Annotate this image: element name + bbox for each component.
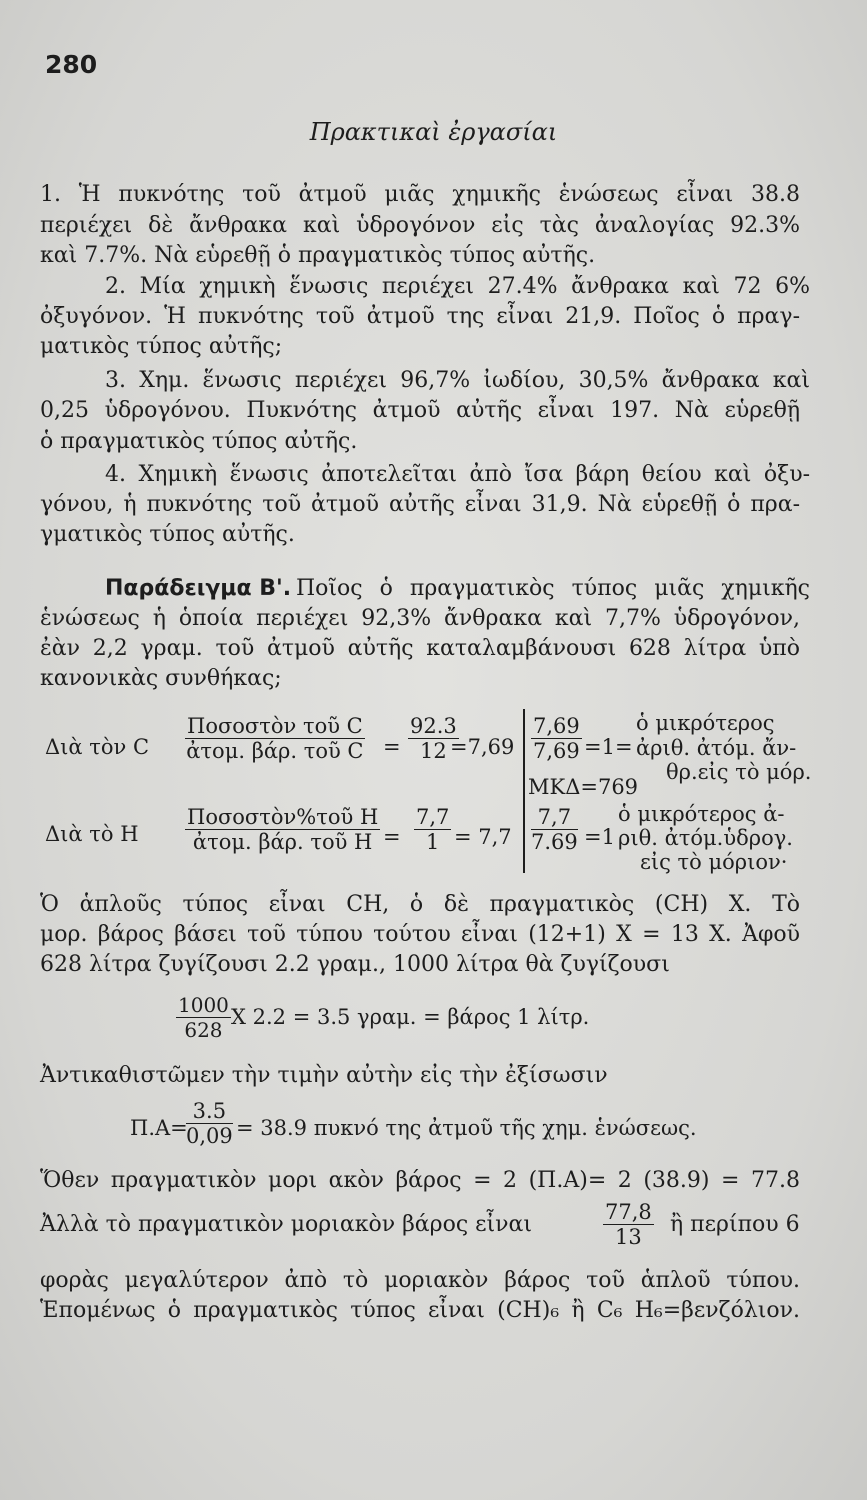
calc-h-note: ριθ. ἀτόμ.ὑδρογ. [618,826,793,850]
fraction-numerator: 77,8 [605,1200,652,1224]
text-line: Ὅθεν πραγματικὸν μορι ακὸν βάρος = 2 (Π.Α)= 2 (38.9) = 77.8 [40,1168,800,1193]
calc-c-result: =7,69 [450,735,515,759]
table-divider [523,709,525,873]
text-line: μορ. βάρος βάσει τοῦ τύπου τούτου εἶναι (12+1) X = 13 X. Ἀφοῦ [40,922,800,947]
fraction-denominator: 0,09 [186,1124,233,1148]
calc-c-note: ἀριθ. ἀτόμ. ἄν- [636,736,797,760]
fraction-denominator: 7.69 [531,830,578,854]
equals-sign: = [383,735,401,759]
fraction-denominator: ἀτομ. βάρ. τοῦ C [186,739,364,763]
text-line: 4. Χημικὴ ἕνωσις ἀποτελεῖται ἀπὸ ἴσα βάρη θείου καὶ ὀξυ- [105,462,810,487]
calc-h-ratio-result: =1 [584,825,615,849]
text-line: γόνου, ἡ πυκνότης τοῦ ἀτμοῦ αὐτῆς εἶναι 31,9. Νὰ εὑρεθῇ ὁ πρα- [40,492,800,517]
fraction-numerator: Ποσοστὸν τοῦ C [187,714,363,738]
fraction-numerator: 3.5 [186,1099,233,1124]
text-line: Ἀντικαθιστῶμεν τὴν τιμὴν αὐτὴν εἰς τὴν ἐξίσωσιν [40,1063,608,1088]
text-line: γματικὸς τύπος αὐτῆς. [40,522,295,547]
text-line: 1. Ἡ πυκνότης τοῦ ἀτμοῦ μιᾶς χημικῆς ἑνώσεως εἶναι 38.8 [40,182,800,207]
fraction-numerator: 92.3 [410,714,457,738]
mkd-label: ΜΚΔ=769 [528,775,639,799]
fraction-numerator: 7,7 [531,805,578,830]
text-line: 2. Μία χημικὴ ἕνωσις περιέχει 27.4% ἄνθρακα καὶ 72 6% [105,274,810,299]
text-line: 628 λίτρα ζυγίζουσι 2.2 γραμ., 1000 λίτρα θὰ ζυγίζουσι [40,952,670,977]
fraction-denominator: 12 [420,739,447,763]
calc-c-label: Διὰ τὸν C [45,735,150,759]
text-line: καὶ 7.7%. Νὰ εὑρεθῇ ὁ πραγματικὸς τύπος αὐτῆς. [40,243,596,268]
calc-h-value-fraction [414,805,451,854]
text-line: ὀξυγόνον. Ἡ πυκνότης τοῦ ἀτμοῦ της εἶναι 21,9. Ποῖος ὁ πραγ- [40,304,800,329]
text-line: ματικὸς τύπος αὐτῆς; [40,334,283,359]
calc-h-label: Διὰ τὸ H [45,822,139,846]
calc-h-note: εἰς τὸ μόριον· [640,850,788,874]
fraction-denominator: 628 [184,1018,223,1042]
eq2-rest: = 38.9 πυκνό της ἀτμοῦ τῆς χημ. ἑνώσεως. [236,1116,697,1140]
eq3-post: ἢ περίπου 6 [670,1212,800,1237]
eq2-prefix: Π.Α= [130,1116,188,1140]
text-line: Ἑπομένως ὁ πραγματικὸς τύπος εἶναι (CH)₆ ἢ C₆ H₆=βενζόλιον. [40,1298,800,1323]
calc-h-note: ὁ μικρότερος ἀ- [618,802,785,826]
text-line: ὁ πραγματικὸς τύπος αὐτῆς. [40,429,358,454]
eq2-fraction [186,1099,233,1148]
calc-h-ratio [531,805,578,854]
text-line: Ὁ ἁπλοῦς τύπος εἶναι CH, ὁ δὲ πραγματικὸς (CH) X. Τὸ [40,892,800,917]
eq1-rest: X 2.2 = 3.5 γραμ. = βάρος 1 λίτρ. [231,1005,590,1029]
fraction-numerator: 7,69 [533,714,580,738]
fraction-denominator: 1 [426,830,440,854]
calc-h-fraction [185,805,380,854]
text-line: 0,25 ὑδρογόνου. Πυκνότης ἀτμοῦ αὐτῆς εἶναι 197. Νὰ εὑρεθῇ [40,398,800,423]
equals-sign: = [383,825,401,849]
text-line: ἑνώσεως ἡ ὁποία περιέχει 92,3% ἄνθρακα καὶ 7,7% ὑδρογόνον, [40,606,800,631]
calc-c-note: θρ.εἰς τὸ μόρ. [666,760,812,784]
fraction-numerator: Ποσοστὸν%τοῦ H [187,805,379,829]
fraction-denominator: 13 [615,1225,642,1249]
calc-c-ratio-result: =1= [584,735,633,759]
eq3-prefix: Ἀλλὰ τὸ πραγματικὸν μοριακὸν βάρος εἶναι [40,1212,533,1237]
fraction-denominator: ἀτομ. βάρ. τοῦ H [192,830,373,854]
text-line: Ποῖος ὁ πραγματικὸς τύπος μιᾶς χημικῆς [296,576,810,601]
fraction-denominator: 7,69 [533,739,580,763]
page-title: Πρακτικαὶ ἐργασίαι [309,118,558,146]
text-line: φορὰς μεγαλύτερον ἀπὸ τὸ μοριακὸν βάρος τοῦ ἁπλοῦ τύπου. [40,1268,800,1293]
example-label: Παράδειγμα Β'. [105,576,292,601]
calc-c-note: ὁ μικρότερος [636,711,775,735]
eq1-fraction [176,993,231,1042]
text-line: ἐὰν 2,2 γραμ. τοῦ ἀτμοῦ αὐτῆς καταλαμβάνουσι 628 λίτρα ὑπὸ [40,636,800,661]
fraction-numerator: 1000 [178,993,229,1017]
eq3-fraction [603,1200,654,1249]
page-number: 280 [45,50,98,79]
calc-c-ratio [531,714,582,763]
text-line: κανονικὰς συνθήκας; [40,666,282,691]
calc-h-result: = 7,7 [454,825,512,849]
text-line: 3. Χημ. ἕνωσις περιέχει 96,7% ἰωδίου, 30,5% ἄνθρακα καὶ [105,368,810,393]
calc-c-fraction [185,714,365,763]
fraction-numerator: 7,7 [416,805,450,829]
text-line: περιέχει δὲ ἄνθρακα καὶ ὑδρογόνον εἰς τὰς ἀναλογίας 92.3% [40,213,800,238]
